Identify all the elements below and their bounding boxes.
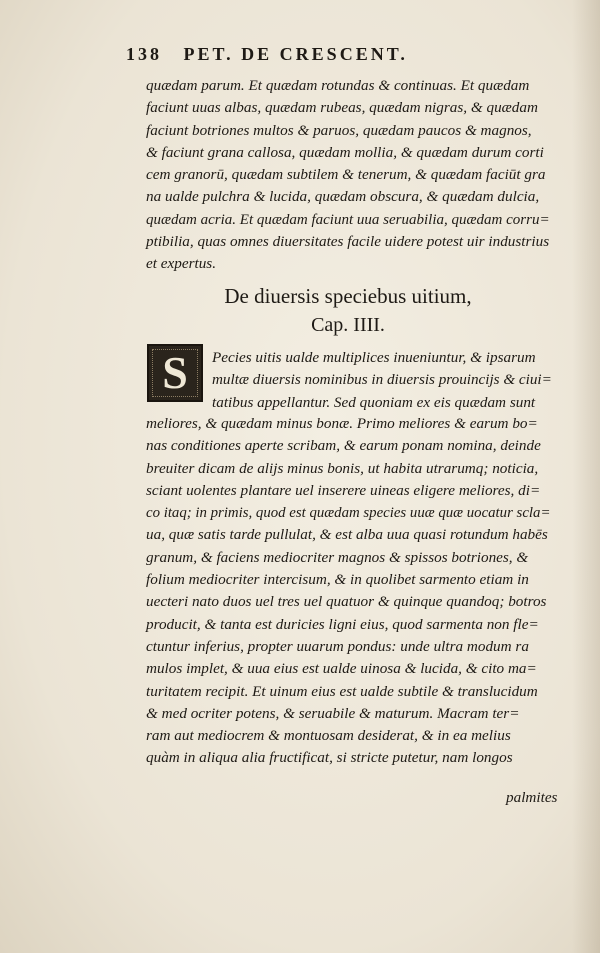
text-line: faciunt botriones multos & paruos, quædam paucos & magnos, xyxy=(146,121,532,139)
initial-letter: S xyxy=(162,347,188,398)
text-line: granum, & faciens mediocriter magnos & spissos botriones, & xyxy=(146,548,529,566)
text-line: co itaq; in primis, quod est quædam species uuæ quæ uocatur scla= xyxy=(146,504,551,522)
text-line: ua, quæ satis tarde pullulat, & est alba uua quasi rotundum habēs xyxy=(146,526,548,544)
text-line: ptibilia, quas omnes diuersitates facile uidere potest uir industrius xyxy=(146,233,550,251)
text-line: ram aut mediocrem & montuosam desiderat, & in ea melius xyxy=(146,727,511,745)
text-line: meliores, & quædam minus bonæ. Primo meliores & earum bo= xyxy=(146,415,538,432)
text-line: quædam parum. Et quædam rotundas & continuas. Et quædam xyxy=(146,77,530,94)
chapter-number: Cap. IIII. xyxy=(311,314,385,336)
text-line: producit, & tanta est duricies ligni eius, quod sarmenta non fle= xyxy=(146,615,539,633)
text-line: nas conditiones aperte scribam, & earum ponam nomina, deinde xyxy=(146,437,541,455)
text-line: folium mediocriter intercisum, & in quolibet sarmento etiam in xyxy=(146,571,529,589)
text-line: ctuntur inferius, propter uuarum pondus: unde ultra modum ra xyxy=(146,637,529,655)
page-edge-shadow xyxy=(572,0,600,953)
text-line: multæ diuersis nominibus in diuersis prouincijs & ciui= xyxy=(212,371,552,389)
text-line: & med ocriter potens, & seruabile & maturum. Macram ter= xyxy=(146,704,520,722)
text-line: Pecies uitis ualde multiplices inueniuntur, & ipsarum xyxy=(212,349,536,366)
text-line: mulos implet, & uua eius est ualde uinosa & lucida, & cito ma= xyxy=(146,660,537,678)
text-line: et expertus. xyxy=(146,255,217,273)
text-line: turitatem recipit. Et uinum eius est ualde subtile & translucidum xyxy=(146,682,538,700)
text-line: breuiter dicam de alijs minus bonis, ut habita utrarumq; noticia, xyxy=(146,459,539,477)
text-line: tatibus appellantur. Sed quoniam ex eis quædam sunt xyxy=(212,393,536,411)
chapter-title: De diuersis speciebus uitium, xyxy=(224,284,472,308)
paragraph-continued xyxy=(146,75,550,276)
text-line: cem granorū, quædam subtilem & tenerum, & quædam faciūt gra xyxy=(146,166,546,184)
catchword: palmites xyxy=(506,789,558,806)
page-number: 138 xyxy=(126,44,162,64)
decorated-initial xyxy=(147,344,203,402)
paragraph-body xyxy=(146,413,550,770)
text-line: na ualde pulchra & lucida, quædam obscura, & quædam dulcia, xyxy=(146,188,540,206)
text-line: uecteri nato duos uel tres uel quatuor & quinque quandoq; botros xyxy=(146,593,547,611)
paragraph-opening xyxy=(212,347,552,414)
running-title: PET. DE CRESCENT. xyxy=(183,44,408,64)
text-line: sciant uolentes plantare uel inserere uineas eligere meliores, di= xyxy=(146,481,541,499)
text-line: quàm in aliqua alia fructificat, si stricte putetur, nam longos xyxy=(146,749,513,767)
text-line: & faciunt grana callosa, quædam mollia, & quædam durum corti xyxy=(146,143,544,161)
text-line: faciunt uuas albas, quædam rubeas, quædam nigras, & quædam xyxy=(146,99,538,117)
text-line: quædam acria. Et quædam faciunt uua seruabilia, quædam corru= xyxy=(146,210,550,228)
running-header xyxy=(126,44,546,65)
